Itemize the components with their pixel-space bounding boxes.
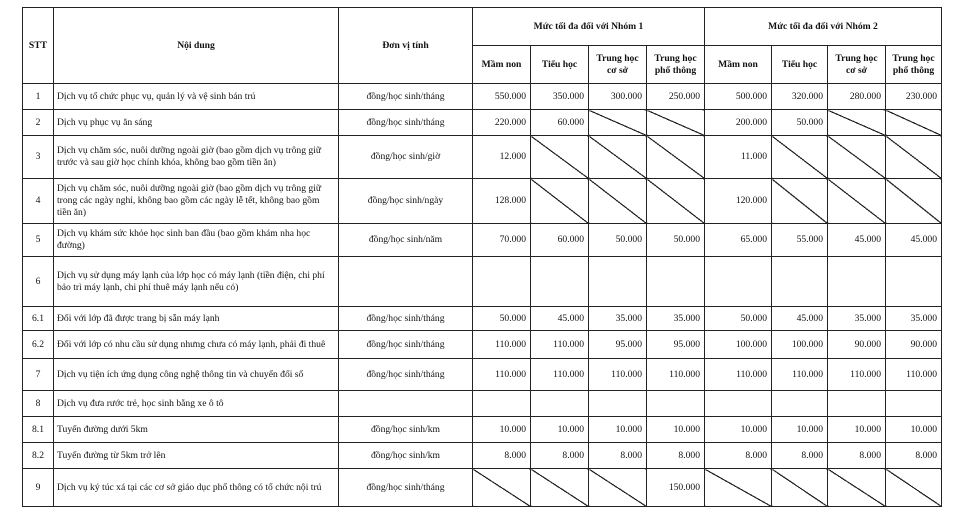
g2-preschool: 10.000 — [705, 417, 772, 443]
row-content: Dịch vụ đưa rước trẻ, học sinh bằng xe ô tô — [54, 391, 339, 417]
header-group-1: Mức tối đa đối với Nhóm 1 — [473, 8, 705, 46]
crossed-cell — [886, 110, 942, 136]
g1-upper-secondary: 95.000 — [647, 331, 705, 359]
g2-lower-secondary: 10.000 — [828, 417, 886, 443]
row-stt: 3 — [23, 136, 54, 179]
row-unit — [339, 391, 473, 417]
row-content: Dịch vụ chăm sóc, nuôi dưỡng ngoài giờ (bao gồm dịch vụ trông giữ trước và sau giờ học chính khóa, không bao gồm tiền ăn) — [54, 136, 339, 179]
row-unit: đồng/học sinh/tháng — [339, 307, 473, 331]
row-content: Dịch vụ sử dụng máy lạnh của lớp học có máy lạnh (tiền điện, chi phí bảo trì máy lạnh, chi phí thuê máy lạnh nếu có) — [54, 257, 339, 307]
header-row-1 — [23, 8, 942, 46]
g2-upper-secondary: 8.000 — [886, 443, 942, 469]
g2-preschool: 50.000 — [705, 307, 772, 331]
g1-lower-secondary — [589, 257, 647, 307]
table-row — [23, 224, 942, 257]
g2-upper-secondary: 10.000 — [886, 417, 942, 443]
header-group-2: Mức tối đa đối với Nhóm 2 — [705, 8, 942, 46]
g2-upper-secondary: 90.000 — [886, 331, 942, 359]
g1-upper-secondary: 50.000 — [647, 224, 705, 257]
g1-lower-secondary: 35.000 — [589, 307, 647, 331]
crossed-cell — [886, 179, 942, 224]
header-g2-lower-secondary: Trung học cơ sở — [828, 46, 886, 84]
row-stt: 8 — [23, 391, 54, 417]
g2-preschool: 65.000 — [705, 224, 772, 257]
header-g1-upper-secondary: Trung học phổ thông — [647, 46, 705, 84]
g1-upper-secondary — [647, 391, 705, 417]
header-g2-primary: Tiểu học — [772, 46, 828, 84]
g2-lower-secondary: 8.000 — [828, 443, 886, 469]
header-content: Nội dung — [54, 8, 339, 84]
g1-lower-secondary: 10.000 — [589, 417, 647, 443]
row-unit: đồng/học sinh/km — [339, 443, 473, 469]
row-content: Dịch vụ ký túc xá tại các cơ sở giáo dục phổ thông có tổ chức nội trú — [54, 469, 339, 507]
crossed-cell — [886, 469, 942, 507]
row-unit: đồng/học sinh/tháng — [339, 110, 473, 136]
g2-primary: 45.000 — [772, 307, 828, 331]
crossed-cell — [828, 179, 886, 224]
header-g1-preschool: Mầm non — [473, 46, 531, 84]
g2-upper-secondary — [886, 391, 942, 417]
crossed-cell — [647, 136, 705, 179]
crossed-cell — [531, 179, 589, 224]
g2-preschool: 8.000 — [705, 443, 772, 469]
g2-lower-secondary: 90.000 — [828, 331, 886, 359]
table-row — [23, 110, 942, 136]
g1-lower-secondary: 300.000 — [589, 84, 647, 110]
g2-preschool — [705, 257, 772, 307]
row-unit: đồng/học sinh/tháng — [339, 84, 473, 110]
row-content: Đối với lớp đã được trang bị sẵn máy lạnh — [54, 307, 339, 331]
g1-primary: 350.000 — [531, 84, 589, 110]
g1-primary — [531, 391, 589, 417]
g2-lower-secondary: 110.000 — [828, 359, 886, 391]
crossed-cell — [589, 179, 647, 224]
g1-upper-secondary: 250.000 — [647, 84, 705, 110]
row-unit: đồng/học sinh/năm — [339, 224, 473, 257]
g1-primary: 60.000 — [531, 110, 589, 136]
crossed-cell — [647, 110, 705, 136]
g1-lower-secondary: 50.000 — [589, 224, 647, 257]
table-row — [23, 307, 942, 331]
g2-primary — [772, 391, 828, 417]
crossed-cell — [473, 469, 531, 507]
g2-upper-secondary — [886, 257, 942, 307]
row-unit: đồng/học sinh/giờ — [339, 136, 473, 179]
g2-upper-secondary: 35.000 — [886, 307, 942, 331]
g2-preschool: 11.000 — [705, 136, 772, 179]
g2-lower-secondary — [828, 257, 886, 307]
g2-primary: 110.000 — [772, 359, 828, 391]
g2-primary: 50.000 — [772, 110, 828, 136]
g1-primary: 60.000 — [531, 224, 589, 257]
table-row — [23, 391, 942, 417]
header-unit: Đơn vị tính — [339, 8, 473, 84]
crossed-cell — [772, 469, 828, 507]
row-stt: 7 — [23, 359, 54, 391]
row-stt: 2 — [23, 110, 54, 136]
table-row — [23, 417, 942, 443]
g1-preschool — [473, 257, 531, 307]
header-stt: STT — [23, 8, 54, 84]
table-row — [23, 136, 942, 179]
row-unit: đồng/học sinh/ngày — [339, 179, 473, 224]
row-stt: 6.1 — [23, 307, 54, 331]
crossed-cell — [589, 136, 647, 179]
row-unit: đồng/học sinh/tháng — [339, 331, 473, 359]
g1-lower-secondary: 95.000 — [589, 331, 647, 359]
crossed-cell — [772, 136, 828, 179]
g1-primary: 110.000 — [531, 359, 589, 391]
table-row — [23, 257, 942, 307]
table-row — [23, 179, 942, 224]
g2-primary: 320.000 — [772, 84, 828, 110]
crossed-cell — [705, 469, 772, 507]
table-row — [23, 84, 942, 110]
row-stt: 1 — [23, 84, 54, 110]
g1-primary — [531, 257, 589, 307]
g1-upper-secondary: 150.000 — [647, 469, 705, 507]
g2-preschool: 100.000 — [705, 331, 772, 359]
header-g2-upper-secondary: Trung học phổ thông — [886, 46, 942, 84]
g2-upper-secondary: 110.000 — [886, 359, 942, 391]
crossed-cell — [772, 179, 828, 224]
g2-preschool: 120.000 — [705, 179, 772, 224]
row-stt: 5 — [23, 224, 54, 257]
crossed-cell — [886, 136, 942, 179]
g1-primary: 110.000 — [531, 331, 589, 359]
g1-lower-secondary: 8.000 — [589, 443, 647, 469]
g1-preschool: 550.000 — [473, 84, 531, 110]
g1-upper-secondary: 8.000 — [647, 443, 705, 469]
table-row — [23, 359, 942, 391]
g1-preschool: 10.000 — [473, 417, 531, 443]
g2-primary — [772, 257, 828, 307]
row-content: Dịch vụ phục vụ ăn sáng — [54, 110, 339, 136]
row-unit: đồng/học sinh/tháng — [339, 469, 473, 507]
g2-primary: 10.000 — [772, 417, 828, 443]
g1-preschool: 70.000 — [473, 224, 531, 257]
g1-upper-secondary: 110.000 — [647, 359, 705, 391]
row-content: Dịch vụ khám sức khỏe học sinh ban đầu (bao gồm khám nha học đường) — [54, 224, 339, 257]
crossed-cell — [828, 469, 886, 507]
row-unit: đồng/học sinh/tháng — [339, 359, 473, 391]
row-stt: 6.2 — [23, 331, 54, 359]
crossed-cell — [589, 469, 647, 507]
g1-preschool: 50.000 — [473, 307, 531, 331]
header-g1-lower-secondary: Trung học cơ sở — [589, 46, 647, 84]
g1-preschool: 110.000 — [473, 359, 531, 391]
row-stt: 6 — [23, 257, 54, 307]
crossed-cell — [647, 179, 705, 224]
g2-lower-secondary: 280.000 — [828, 84, 886, 110]
g1-lower-secondary — [589, 391, 647, 417]
g2-lower-secondary: 45.000 — [828, 224, 886, 257]
row-content: Dịch vụ tổ chức phục vụ, quản lý và vệ sinh bán trú — [54, 84, 339, 110]
row-stt: 8.1 — [23, 417, 54, 443]
g1-preschool: 220.000 — [473, 110, 531, 136]
g1-upper-secondary — [647, 257, 705, 307]
g2-preschool — [705, 391, 772, 417]
g2-preschool: 110.000 — [705, 359, 772, 391]
header-g2-preschool: Mầm non — [705, 46, 772, 84]
g1-primary: 10.000 — [531, 417, 589, 443]
g1-preschool: 110.000 — [473, 331, 531, 359]
g1-lower-secondary: 110.000 — [589, 359, 647, 391]
row-content: Tuyến đường dưới 5km — [54, 417, 339, 443]
row-content: Dịch vụ chăm sóc, nuôi dưỡng ngoài giờ (bao gồm dịch vụ trông giữ trong các ngày nghỉ, không bao gồm các ngày lễ tết, không bao gồm tiền ăn) — [54, 179, 339, 224]
crossed-cell — [828, 136, 886, 179]
g2-preschool: 500.000 — [705, 84, 772, 110]
crossed-cell — [828, 110, 886, 136]
table-row — [23, 331, 942, 359]
g1-upper-secondary: 10.000 — [647, 417, 705, 443]
g1-upper-secondary: 35.000 — [647, 307, 705, 331]
g2-primary: 100.000 — [772, 331, 828, 359]
row-stt: 8.2 — [23, 443, 54, 469]
g2-lower-secondary — [828, 391, 886, 417]
table-row — [23, 443, 942, 469]
g2-preschool: 200.000 — [705, 110, 772, 136]
row-content: Đối với lớp có nhu cầu sử dụng nhưng chưa có máy lạnh, phải đi thuê — [54, 331, 339, 359]
row-content: Tuyến đường từ 5km trở lên — [54, 443, 339, 469]
g2-lower-secondary: 35.000 — [828, 307, 886, 331]
crossed-cell — [531, 469, 589, 507]
g1-preschool: 12.000 — [473, 136, 531, 179]
g2-upper-secondary: 45.000 — [886, 224, 942, 257]
g2-primary: 55.000 — [772, 224, 828, 257]
row-content: Dịch vụ tiện ích ứng dụng công nghệ thông tin và chuyển đổi số — [54, 359, 339, 391]
header-g1-primary: Tiểu học — [531, 46, 589, 84]
crossed-cell — [589, 110, 647, 136]
g1-primary: 8.000 — [531, 443, 589, 469]
table-row — [23, 469, 942, 507]
g2-primary: 8.000 — [772, 443, 828, 469]
row-stt: 4 — [23, 179, 54, 224]
g1-preschool: 128.000 — [473, 179, 531, 224]
g1-primary: 45.000 — [531, 307, 589, 331]
fee-table-container — [22, 7, 941, 507]
fee-table — [22, 7, 942, 507]
g1-preschool: 8.000 — [473, 443, 531, 469]
row-unit: đồng/học sinh/km — [339, 417, 473, 443]
row-stt: 9 — [23, 469, 54, 507]
row-unit — [339, 257, 473, 307]
crossed-cell — [531, 136, 589, 179]
g1-preschool — [473, 391, 531, 417]
g2-upper-secondary: 230.000 — [886, 84, 942, 110]
